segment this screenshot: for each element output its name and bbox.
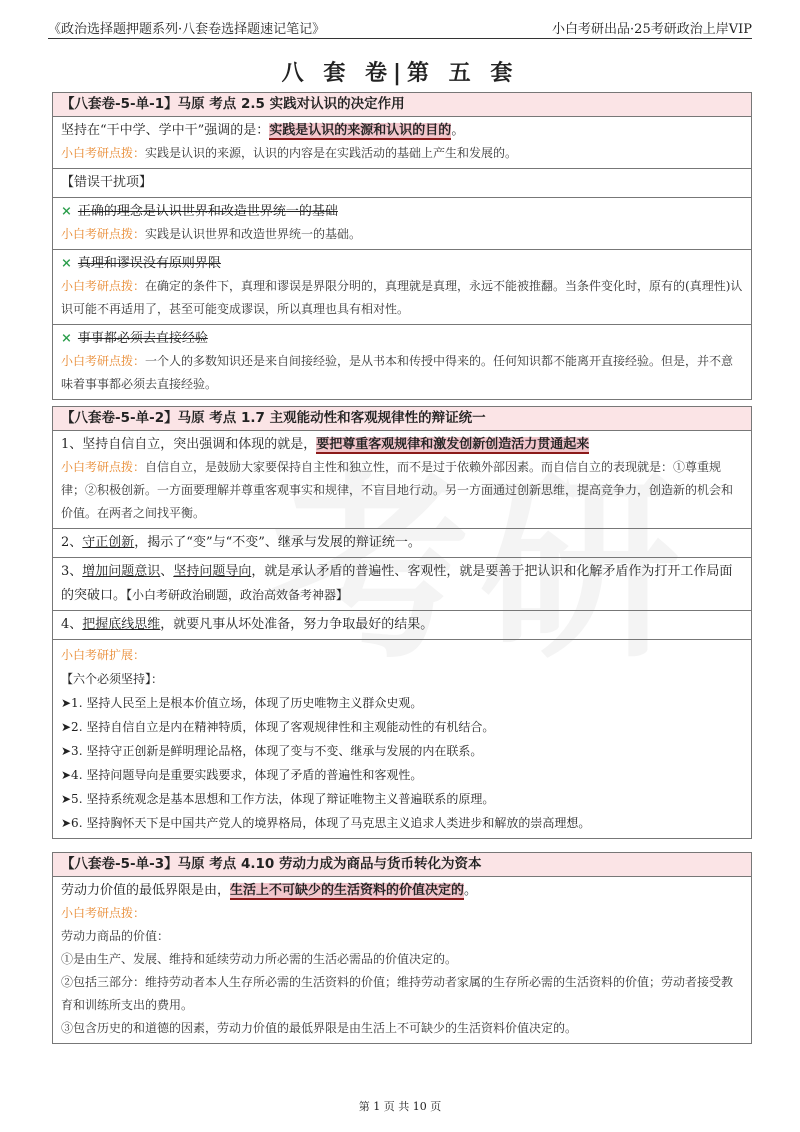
list-item: ➤3. 坚持守正创新是鲜明理论品格，体现了变与不变、继承与发展的内在联系。 [61,744,483,758]
tip-text: 自信自立，是鼓励大家要保持自主性和独立性，而不是过于依赖外部因素。而自信自立的表现就是：①尊重规律；②积极创新。一方面要理解并尊重客观事实和规律，不盲目地行动。另一方面通过创新思维，提高竞争力，创造新的机会和价值。在两者之间找平衡。 [61,460,734,520]
point-1 [53,431,751,529]
tip-line: ②包括三部分：维持劳动者本人生存所必需的生活资料的价值；维持劳动者家属的生存所必需的生活资料的价值；劳动者接受教育和训练所支出的费用。 [61,975,734,1012]
question-1-stem [53,117,751,169]
separator: 、 [160,564,174,579]
cross-icon: × [61,331,72,346]
keyword: 增加问题意识 [82,564,161,579]
correct-answer: 要把尊重客观规律和激发创新创造活力贯通起来 [316,437,590,452]
tip-label: 小白考研点拨： [61,906,146,920]
correct-answer: 实践是认识的来源和认识的目的 [269,123,452,138]
question-card-1 [52,92,752,400]
point-3 [53,558,751,611]
tip-line: ①是由生产、发展、维持和延续劳动力所必需的生活必需品的价值决定的。 [61,952,458,966]
point-num: 3、 [61,564,83,579]
tip-line: ③包含历史的和道德的因素，劳动力价值的最低界限是由生活上不可缺少的生活资料价值决定的。 [61,1021,578,1035]
tip-line: 劳动力商品的价值： [61,929,170,943]
point-text: ，就要凡事从坏处准备，努力争取最好的结果。 [160,617,434,632]
tip-label: 小白考研点拨： [61,227,146,241]
correct-answer: 生活上不可缺少的生活资料的价值决定的 [230,883,465,898]
point-text: 1、坚持自信自立，突出强调和体现的就是， [61,437,317,452]
error-option-text: 正确的理念是认识世界和改造世界统一的基础 [77,204,338,219]
extension-label: 小白考研扩展： [61,648,146,662]
page-footer: 第 1 页 共 10 页 [358,1100,442,1113]
keyword: 守正创新 [82,535,135,550]
point-num: 4、 [61,617,83,632]
question-3-stem [53,877,751,1043]
error-option-text: 真理和谬误没有原则界限 [77,256,221,271]
question-card-3 [52,852,752,1044]
question-2-header: 【八套卷-5-单-2】马原 考点 1.7 主观能动性和客观规律性的辩证统一 [53,407,751,431]
question-card-2 [52,406,752,839]
list-item: ➤4. 坚持问题导向是重要实践要求，体现了矛盾的普遍性和客观性。 [61,768,423,782]
tip-text: 实践是认识的来源，认识的内容是在实践活动的基础上产生和发展的。 [145,146,518,160]
error-option-text: 事事都必须去直接经验 [77,331,208,346]
error-option-1 [53,198,751,250]
header-right: 小白考研出品·25考研政治上岸VIP [552,22,752,37]
extension-title: 【六个必须坚持】： [61,672,164,686]
point-2 [53,529,751,558]
tip-label: 小白考研点拨： [61,279,146,293]
tip-text: 一个人的多数知识还是来自间接经验，是从书本和传授中得来的。任何知识都不能离开直接经验。但是，并不意味着事事都必须去直接经验。 [61,354,734,391]
point-text: ，揭示了“变”与“不变”、继承与发展的辩证统一。 [134,535,421,550]
point-text: ，就是承认矛盾的普遍性、客观性，就是要善于把认识和化解矛盾作为打开工作局面的突破口。 [61,564,733,603]
keyword: 把握底线思维 [82,617,161,632]
period: 。 [464,883,478,898]
error-option-2 [53,250,751,325]
question-3-header: 【八套卷-5-单-3】马原 考点 4.10 劳动力成为商品与货币转化为资本 [53,853,751,877]
tip-label-line [61,902,743,925]
tip [61,350,743,396]
cross-icon: × [61,204,72,219]
tip-label: 小白考研点拨： [61,146,146,160]
point-4 [53,611,751,640]
stem-text: 坚持在“干中学、学中干”强调的是： [61,123,270,138]
list-item: ➤6. 坚持胸怀天下是中国共产党人的境界格局，体现了马克思主义追求人类进步和解放的崇高理想。 [61,816,591,830]
tip [61,275,743,321]
point-num: 2、 [61,535,83,550]
tip-label: 小白考研点拨： [61,460,146,474]
error-title: 【错误干扰项】 [53,169,751,198]
tip [61,142,743,165]
list-item: ➤1. 坚持人民至上是根本价值立场，体现了历史唯物主义群众史观。 [61,696,423,710]
error-option-3 [53,325,751,399]
page-title: 八 套 卷|第 五 套 [281,61,519,86]
tip-text: 实践是认识世界和改造世界统一的基础。 [145,227,362,241]
header-left: 《政治选择题押题系列·八套卷选择题速记笔记》 [48,22,326,37]
keyword: 坚持问题导向 [173,564,252,579]
tip [61,456,743,525]
period: 。 [451,123,465,138]
stem-text: 劳动力价值的最低界限是由， [61,883,231,898]
extension [53,640,751,838]
tip-text: 在确定的条件下，真理和谬误是界限分明的，真理就是真理，永远不能被推翻。当条件变化时，原有的(真理性)认识可能不再适用了，甚至可能变成谬误，所以真理也具有相对性。 [61,279,743,316]
cross-icon: × [61,256,72,271]
list-item: ➤5. 坚持系统观念是基本思想和工作方法，体现了辩证唯物主义普遍联系的原理。 [61,792,495,806]
list-item: ➤2. 坚持自信自立是内在精神特质，体现了客观规律性和主观能动性的有机结合。 [61,720,495,734]
page-header [48,12,752,39]
tip [61,223,743,246]
promo-tag: 【小白考研政治刷题，政治高效备考神器】 [126,588,349,602]
question-1-header: 【八套卷-5-单-1】马原 考点 2.5 实践对认识的决定作用 [53,93,751,117]
tip-label: 小白考研点拨： [61,354,146,368]
